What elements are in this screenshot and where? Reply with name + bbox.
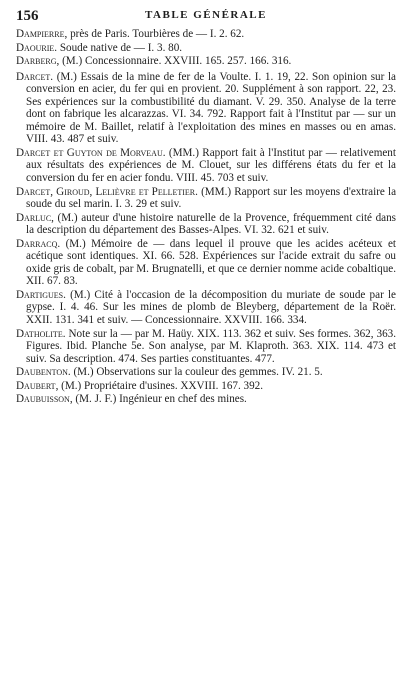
- entry-text: (M.) Essais de la mine de fer de la Voulte. I. 1. 19, 22. Son opinion sur la conversion en acier, du fer qui en provient. 20. Supplément à son rapport. 22, 23. Ses expériences sur la combustibilité du diamant. V. 29. 350. Analyse de la terre dont on fabrique les alcarazzas. VI. 34. 792. Rapport fait à l'Institut par — sur un mémoire de M. Baillet, relatif à l'exploitation des mines en masses ou en amas. VIII. 43. 487 et suiv.: [26, 70, 396, 146]
- index-entry-daubuisson: [16, 393, 396, 406]
- entry-headword: Darcet et Guyton de Morveau.: [16, 146, 166, 159]
- index-entry-darluc: [16, 212, 396, 237]
- entry-headword: Daubenton.: [16, 366, 71, 379]
- entry-headword: Dartigues.: [16, 288, 66, 301]
- index-entries: [16, 28, 396, 406]
- entry-headword: Daourie.: [16, 41, 58, 54]
- index-entry-daubenton: [16, 366, 396, 379]
- entry-text: , (M.) Concessionnaire. XXVIII. 165. 257. 166. 316.: [56, 55, 292, 68]
- entry-headword: Dampierre: [16, 28, 65, 40]
- entry-headword: Datholite.: [16, 327, 66, 340]
- entry-headword: Darluc,: [16, 211, 54, 224]
- page-number: 156: [16, 8, 39, 24]
- entry-text: (M.) Observations sur la couleur des gemmes. IV. 21. 5.: [70, 366, 323, 379]
- entry-headword: Darracq.: [16, 237, 61, 250]
- index-entry-darcet-guyton: [16, 147, 396, 185]
- entry-text: (MM.) Rapport sur les moyens d'extraire la soude du sel marin. I. 3. 29 et suiv.: [26, 185, 397, 211]
- index-entry-daourie: [16, 42, 396, 55]
- index-entry-dartigues: [16, 289, 396, 327]
- entry-text: (M.) Cité à l'occasion de la décomposition du muriate de soude par le gypse. I. 4. 46. Sur les mines de plomb de Bleyberg, département de la Roër. XXII. 131. 341 et suiv. — Concessionnaire. XXVIII. 166. 334.: [26, 288, 396, 327]
- entry-headword: Darcet.: [16, 70, 54, 83]
- entry-headword: Daubert: [16, 379, 56, 392]
- entry-headword: Daubuisson: [16, 393, 70, 406]
- index-entry-darcet-giroud: [16, 186, 396, 211]
- entry-text: (M.) auteur d'une histoire naturelle de la Provence, fréquemment cité dans la description du département des Basses-Alpes. VI. 32. 621 et suiv.: [26, 211, 396, 237]
- index-entry-darberg: [16, 55, 396, 68]
- index-entry-daubert: [16, 380, 396, 393]
- entry-text: Soude native de — I. 3. 80.: [57, 41, 183, 54]
- page-header: [16, 8, 396, 26]
- index-entry-datholite: [16, 328, 396, 366]
- index-entry-darcet: [16, 71, 396, 146]
- entry-text: Note sur la — par M. Haüy. XIX. 113. 362 et suiv. Ses formes. 362, 363. Figures. Ibid. Planche 5e. Son analyse, par M. Klaproth. 363. XIX. 114. 473 et suiv. Sa description. 474. Ses parties constituantes. 477.: [26, 327, 396, 365]
- entry-text: (M.) Mémoire de — dans lequel il prouve que les acides acéteux et acétique sont identiques. XI. 66. 528. Expériences sur l'acide extrait du safre ou oxide gris de cobalt, par M. Brugnatelli, et que ce dernier nomme acide cobaltique. XII. 67. 83.: [26, 237, 396, 288]
- running-title: TABLE GÉNÉRALE: [145, 9, 267, 21]
- entry-text: (MM.) Rapport fait à l'Institut par — relativement aux résultats des expériences de M. Clouet, sur les différens états du fer et la conversion du fer en acier fondu. VIII. 45. 703 et suiv.: [26, 146, 396, 185]
- entry-text: , (M.) Propriétaire d'usines. XXVIII. 167. 392.: [55, 379, 264, 392]
- entry-text: , près de Paris. Tourbières de — I. 2. 62.: [64, 28, 245, 40]
- entry-headword: Darcet, Giroud, Lelièvre et Pelletier.: [16, 185, 198, 198]
- entry-text: , (M. J. F.) Ingénieur en chef des mines.: [69, 393, 247, 406]
- index-entry-darracq: [16, 238, 396, 288]
- entry-headword: Darberg: [16, 55, 57, 68]
- index-entry-dampierre: [16, 28, 396, 41]
